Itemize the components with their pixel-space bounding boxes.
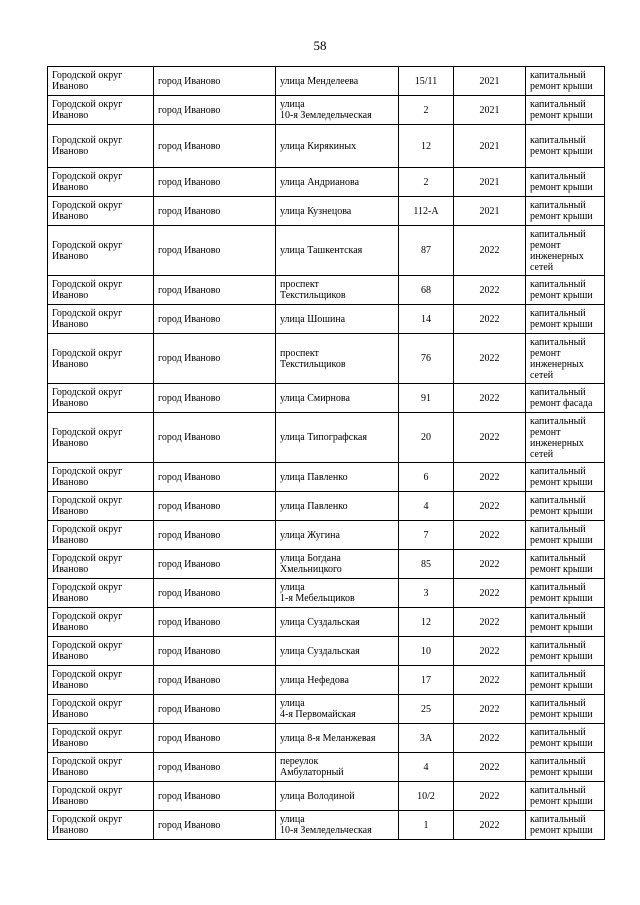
cell-house-number: 7	[399, 521, 454, 550]
cell-settlement: город Иваново	[154, 666, 276, 695]
cell-municipality: Городской округ Иваново	[48, 724, 154, 753]
cell-municipality: Городской округ Иваново	[48, 492, 154, 521]
cell-municipality: Городской округ Иваново	[48, 125, 154, 168]
cell-municipality: Городской округ Иваново	[48, 811, 154, 840]
cell-settlement: город Иваново	[154, 96, 276, 125]
cell-municipality: Городской округ Иваново	[48, 521, 154, 550]
cell-house-number: 87	[399, 226, 454, 276]
cell-settlement: город Иваново	[154, 226, 276, 276]
cell-municipality: Городской округ Иваново	[48, 305, 154, 334]
cell-municipality: Городской округ Иваново	[48, 168, 154, 197]
cell-work-type: капитальный ремонт крыши	[526, 811, 605, 840]
table-row	[48, 666, 605, 695]
cell-settlement: город Иваново	[154, 334, 276, 384]
table-row	[48, 695, 605, 724]
cell-house-number: 10/2	[399, 782, 454, 811]
cell-settlement: город Иваново	[154, 125, 276, 168]
cell-house-number: 4	[399, 753, 454, 782]
cell-house-number: 112-А	[399, 197, 454, 226]
cell-street: улица Суздальская	[276, 608, 399, 637]
cell-street: улица Шошина	[276, 305, 399, 334]
cell-work-type: капитальный ремонт инженерных сетей	[526, 413, 605, 463]
cell-house-number: 2	[399, 96, 454, 125]
cell-settlement: город Иваново	[154, 550, 276, 579]
cell-settlement: город Иваново	[154, 521, 276, 550]
cell-house-number: 10	[399, 637, 454, 666]
table-row	[48, 226, 605, 276]
cell-work-type: капитальный ремонт крыши	[526, 724, 605, 753]
cell-street: улица 1-я Мебельщиков	[276, 579, 399, 608]
cell-settlement: город Иваново	[154, 168, 276, 197]
cell-municipality: Городской округ Иваново	[48, 550, 154, 579]
cell-planned-year: 2021	[454, 67, 526, 96]
cell-house-number: 91	[399, 384, 454, 413]
cell-work-type: капитальный ремонт крыши	[526, 753, 605, 782]
table-row	[48, 463, 605, 492]
table-row	[48, 492, 605, 521]
table-row	[48, 413, 605, 463]
table-row	[48, 753, 605, 782]
cell-planned-year: 2021	[454, 125, 526, 168]
cell-settlement: город Иваново	[154, 724, 276, 753]
table-row	[48, 521, 605, 550]
table-row	[48, 608, 605, 637]
cell-planned-year: 2022	[454, 492, 526, 521]
cell-planned-year: 2022	[454, 521, 526, 550]
cell-settlement: город Иваново	[154, 579, 276, 608]
cell-municipality: Городской округ Иваново	[48, 96, 154, 125]
cell-street: улица Кузнецова	[276, 197, 399, 226]
cell-street: улица Павленко	[276, 463, 399, 492]
cell-street: улица 10-я Земледельческая	[276, 96, 399, 125]
cell-planned-year: 2021	[454, 96, 526, 125]
table-row	[48, 579, 605, 608]
cell-work-type: капитальный ремонт крыши	[526, 96, 605, 125]
cell-street: улица Жугина	[276, 521, 399, 550]
table-body	[48, 67, 605, 840]
cell-street: переулок Амбулаторный	[276, 753, 399, 782]
cell-street: улица Кирякиных	[276, 125, 399, 168]
cell-planned-year: 2022	[454, 276, 526, 305]
cell-settlement: город Иваново	[154, 637, 276, 666]
cell-house-number: 1	[399, 811, 454, 840]
cell-street: улица Суздальская	[276, 637, 399, 666]
cell-municipality: Городской округ Иваново	[48, 197, 154, 226]
table-row	[48, 125, 605, 168]
cell-work-type: капитальный ремонт крыши	[526, 666, 605, 695]
cell-planned-year: 2022	[454, 666, 526, 695]
cell-street: улица 8-я Меланжевая	[276, 724, 399, 753]
cell-work-type: капитальный ремонт крыши	[526, 168, 605, 197]
table-row	[48, 67, 605, 96]
cell-municipality: Городской округ Иваново	[48, 782, 154, 811]
cell-house-number: 12	[399, 608, 454, 637]
cell-house-number: 17	[399, 666, 454, 695]
cell-street: улица Володиной	[276, 782, 399, 811]
cell-street: проспект Текстильщиков	[276, 276, 399, 305]
cell-work-type: капитальный ремонт крыши	[526, 197, 605, 226]
cell-municipality: Городской округ Иваново	[48, 334, 154, 384]
cell-settlement: город Иваново	[154, 463, 276, 492]
cell-settlement: город Иваново	[154, 276, 276, 305]
cell-work-type: капитальный ремонт крыши	[526, 463, 605, 492]
cell-work-type: капитальный ремонт инженерных сетей	[526, 226, 605, 276]
cell-house-number: 20	[399, 413, 454, 463]
table-row	[48, 168, 605, 197]
cell-municipality: Городской округ Иваново	[48, 753, 154, 782]
cell-municipality: Городской округ Иваново	[48, 413, 154, 463]
cell-work-type: капитальный ремонт крыши	[526, 608, 605, 637]
table-row	[48, 334, 605, 384]
cell-municipality: Городской округ Иваново	[48, 695, 154, 724]
table-row	[48, 637, 605, 666]
cell-planned-year: 2021	[454, 197, 526, 226]
cell-street: улица Смирнова	[276, 384, 399, 413]
page-number: 58	[313, 38, 327, 53]
cell-settlement: город Иваново	[154, 811, 276, 840]
cell-work-type: капитальный ремонт крыши	[526, 637, 605, 666]
cell-street: улица Менделеева	[276, 67, 399, 96]
cell-settlement: город Иваново	[154, 67, 276, 96]
cell-house-number: 15/11	[399, 67, 454, 96]
cell-planned-year: 2022	[454, 305, 526, 334]
cell-house-number: 3А	[399, 724, 454, 753]
cell-planned-year: 2022	[454, 695, 526, 724]
cell-work-type: капитальный ремонт крыши	[526, 67, 605, 96]
cell-settlement: город Иваново	[154, 492, 276, 521]
cell-planned-year: 2022	[454, 608, 526, 637]
cell-work-type: капитальный ремонт крыши	[526, 276, 605, 305]
cell-house-number: 4	[399, 492, 454, 521]
cell-settlement: город Иваново	[154, 695, 276, 724]
cell-planned-year: 2022	[454, 334, 526, 384]
cell-house-number: 85	[399, 550, 454, 579]
cell-municipality: Городской округ Иваново	[48, 384, 154, 413]
table-row	[48, 96, 605, 125]
table-row	[48, 276, 605, 305]
cell-settlement: город Иваново	[154, 305, 276, 334]
cell-planned-year: 2022	[454, 226, 526, 276]
cell-planned-year: 2022	[454, 384, 526, 413]
table-row	[48, 305, 605, 334]
cell-street: улица Ташкентская	[276, 226, 399, 276]
cell-house-number: 25	[399, 695, 454, 724]
table-row	[48, 384, 605, 413]
cell-settlement: город Иваново	[154, 782, 276, 811]
table-row	[48, 197, 605, 226]
cell-house-number: 3	[399, 579, 454, 608]
cell-work-type: капитальный ремонт крыши	[526, 492, 605, 521]
cell-planned-year: 2022	[454, 753, 526, 782]
cell-house-number: 68	[399, 276, 454, 305]
table-row	[48, 811, 605, 840]
cell-municipality: Городской округ Иваново	[48, 608, 154, 637]
cell-municipality: Городской округ Иваново	[48, 637, 154, 666]
cell-house-number: 2	[399, 168, 454, 197]
cell-planned-year: 2022	[454, 550, 526, 579]
cell-municipality: Городской округ Иваново	[48, 276, 154, 305]
cell-work-type: капитальный ремонт крыши	[526, 579, 605, 608]
cell-street: проспект Текстильщиков	[276, 334, 399, 384]
cell-planned-year: 2022	[454, 637, 526, 666]
cell-work-type: капитальный ремонт крыши	[526, 550, 605, 579]
table-row	[48, 724, 605, 753]
cell-planned-year: 2022	[454, 463, 526, 492]
cell-work-type: капитальный ремонт инженерных сетей	[526, 334, 605, 384]
cell-house-number: 12	[399, 125, 454, 168]
cell-street: улица Павленко	[276, 492, 399, 521]
cell-house-number: 14	[399, 305, 454, 334]
repair-schedule-table	[47, 66, 605, 840]
cell-house-number: 6	[399, 463, 454, 492]
cell-street: улица Андрианова	[276, 168, 399, 197]
cell-planned-year: 2022	[454, 782, 526, 811]
cell-municipality: Городской округ Иваново	[48, 579, 154, 608]
cell-settlement: город Иваново	[154, 413, 276, 463]
cell-settlement: город Иваново	[154, 608, 276, 637]
cell-planned-year: 2021	[454, 168, 526, 197]
cell-planned-year: 2022	[454, 811, 526, 840]
cell-street: улица Типографская	[276, 413, 399, 463]
cell-work-type: капитальный ремонт крыши	[526, 695, 605, 724]
cell-municipality: Городской округ Иваново	[48, 67, 154, 96]
cell-house-number: 76	[399, 334, 454, 384]
cell-municipality: Городской округ Иваново	[48, 666, 154, 695]
table-row	[48, 550, 605, 579]
cell-settlement: город Иваново	[154, 384, 276, 413]
cell-work-type: капитальный ремонт крыши	[526, 125, 605, 168]
cell-settlement: город Иваново	[154, 753, 276, 782]
cell-planned-year: 2022	[454, 579, 526, 608]
cell-street: улица Нефедова	[276, 666, 399, 695]
cell-work-type: капитальный ремонт крыши	[526, 782, 605, 811]
table-row	[48, 782, 605, 811]
cell-municipality: Городской округ Иваново	[48, 463, 154, 492]
cell-municipality: Городской округ Иваново	[48, 226, 154, 276]
cell-settlement: город Иваново	[154, 197, 276, 226]
cell-street: улица Богдана Хмельницкого	[276, 550, 399, 579]
cell-street: улица 4-я Первомайская	[276, 695, 399, 724]
cell-street: улица 10-я Земледельческая	[276, 811, 399, 840]
cell-work-type: капитальный ремонт крыши	[526, 521, 605, 550]
cell-work-type: капитальный ремонт крыши	[526, 305, 605, 334]
cell-work-type: капитальный ремонт фасада	[526, 384, 605, 413]
cell-planned-year: 2022	[454, 413, 526, 463]
cell-planned-year: 2022	[454, 724, 526, 753]
